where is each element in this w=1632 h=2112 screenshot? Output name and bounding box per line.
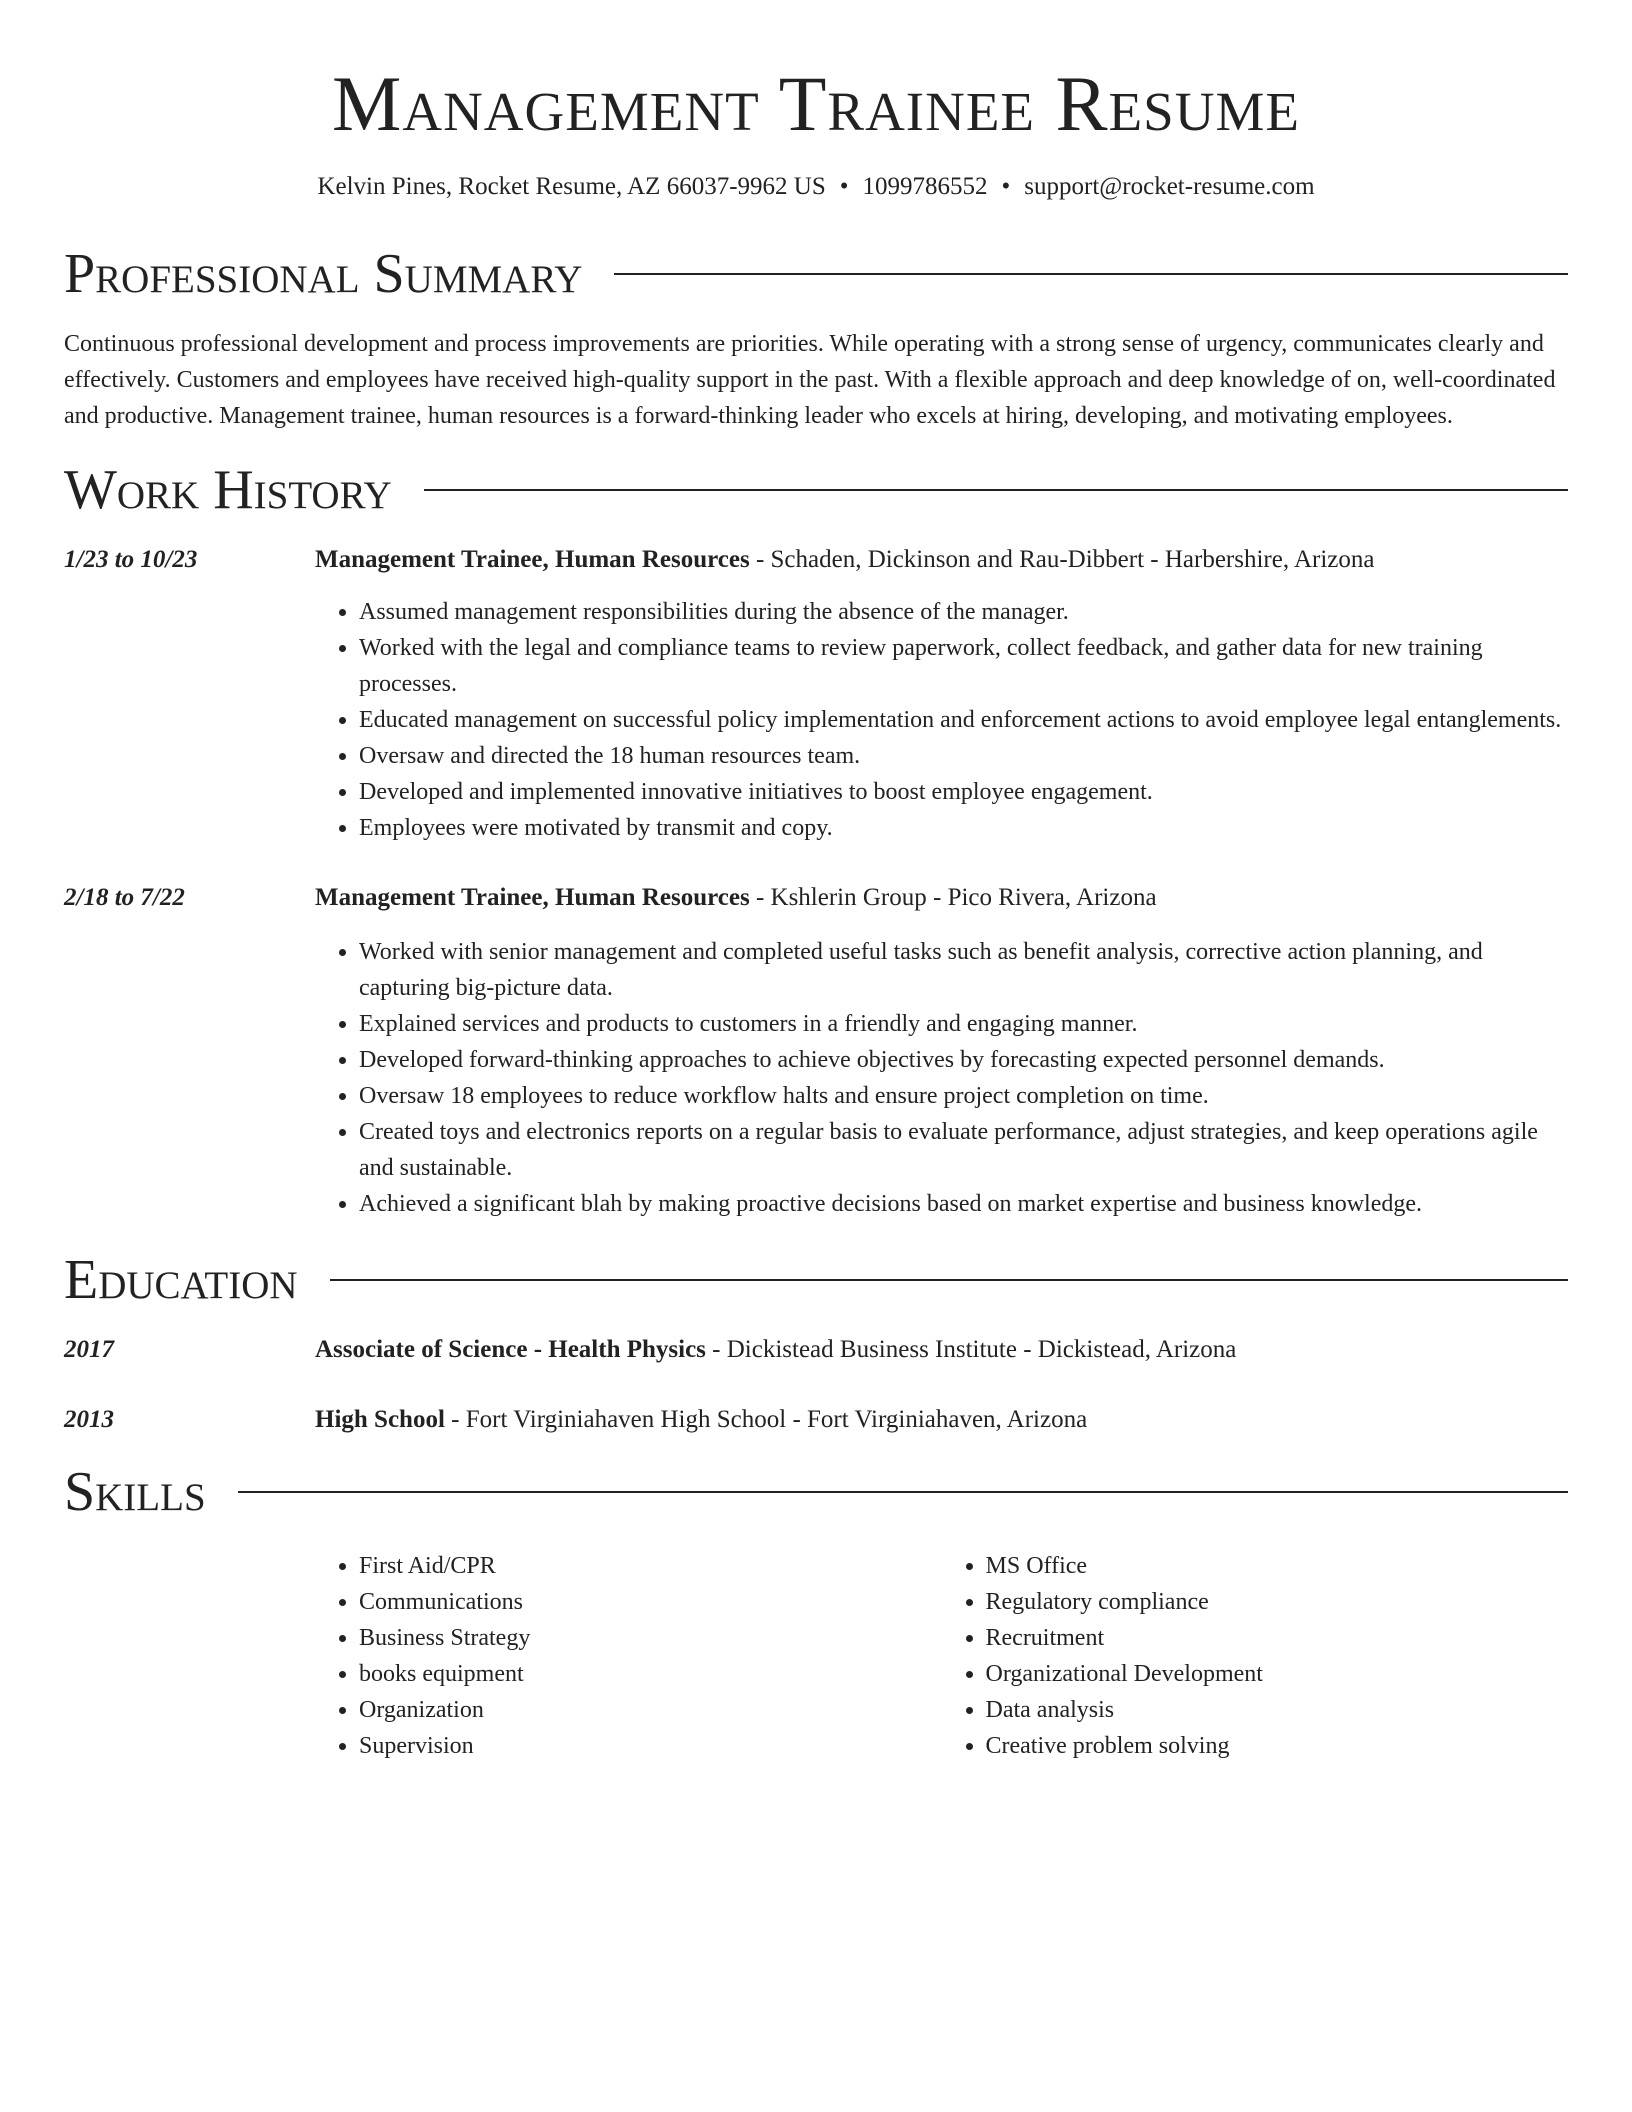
education-year: 2017: [64, 1336, 114, 1363]
list-item: • Worked with the legal and compliance teams to review paperwork, collect feedback, and gather data for new training processes.: [359, 630, 1568, 702]
education-degree: Associate of Science - Health Physics: [315, 1336, 706, 1363]
section-divider: [238, 1491, 1568, 1493]
skills-section-header: [64, 1460, 1568, 1524]
education-details: - Dickistead Business Institute - Dickistead, Arizona: [705, 1336, 1237, 1363]
list-item: • Oversaw and directed the 18 human resources team.: [359, 738, 1568, 774]
summary-text: Continuous professional development and process improvements are priorities. While operating with a strong sense of urgency, communicates clearly and effectively. Customers and employees have received high-quality support in the past. With a flexible approach and deep knowledge of on, well-coordinated and productive. Management trainee, human resources is a forward-thinking leader who excels at hiring, developing, and motivating employees.: [64, 331, 1556, 429]
job-details: - Kshlerin Group - Pico Rivera, Arizona: [749, 884, 1157, 911]
skill-item: • Organization: [359, 1692, 942, 1728]
skills-columns: [315, 1548, 1568, 1764]
skill-item: • Recruitment: [986, 1620, 1569, 1656]
skill-item: • Supervision: [359, 1728, 942, 1764]
list-item: • Achieved a significant blah by making proactive decisions based on market expertise and business knowledge.: [359, 1186, 1568, 1222]
contact-separator: •: [1001, 173, 1011, 200]
contact-address: Kelvin Pines, Rocket Resume, AZ 66037-9962 US: [317, 173, 826, 200]
summary-section-header: [64, 242, 1568, 306]
skill-item: • Communications: [359, 1584, 942, 1620]
education-degree: High School: [315, 1406, 445, 1433]
resume-page: [64, 0, 1568, 1764]
skill-item: • First Aid/CPR: [359, 1548, 942, 1584]
contact-line: [64, 170, 1568, 204]
list-item: • Educated management on successful policy implementation and enforcement actions to avoid employee legal entanglements.: [359, 702, 1568, 738]
education-year: 2013: [64, 1406, 114, 1433]
education-section-header: [64, 1248, 1568, 1312]
list-item: • Created toys and electronics reports on a regular basis to evaluate performance, adjust strategies, and keep operations agile and sustainable.: [359, 1114, 1568, 1186]
list-item: • Employees were motivated by transmit and copy.: [359, 810, 1568, 846]
skill-item: • Data analysis: [986, 1692, 1569, 1728]
job-body: [315, 880, 1568, 1222]
job-bullets: [315, 934, 1568, 1222]
contact-phone: 1099786552: [862, 173, 988, 200]
job-title: Management Trainee, Human Resources: [315, 546, 750, 573]
education-entry: [64, 1332, 1568, 1368]
section-divider: [614, 273, 1568, 275]
contact-separator: •: [839, 173, 849, 200]
education-heading-line: [315, 1332, 1568, 1368]
resume-title: Management Trainee Resume: [332, 60, 1300, 147]
job-heading: [315, 542, 1568, 578]
list-item: • Developed and implemented innovative initiatives to boost employee engagement.: [359, 774, 1568, 810]
skill-item: • Creative problem solving: [986, 1728, 1569, 1764]
job-entry: [64, 880, 1568, 1222]
job-body: [315, 542, 1568, 846]
contact-email[interactable]: support@rocket-resume.com: [1024, 173, 1315, 200]
job-heading: [315, 880, 1568, 916]
education-heading-line: [315, 1402, 1568, 1438]
skill-item: • MS Office: [986, 1548, 1569, 1584]
job-bullets: [315, 594, 1568, 846]
section-divider: [424, 489, 1568, 491]
skills-list-left: [315, 1548, 942, 1764]
skills-list-right: [942, 1548, 1569, 1764]
work-section-header: [64, 458, 1568, 522]
list-item: • Oversaw 18 employees to reduce workflow halts and ensure project completion on time.: [359, 1078, 1568, 1114]
list-item: • Developed forward-thinking approaches to achieve objectives by forecasting expected personnel demands.: [359, 1042, 1568, 1078]
skill-item: • Regulatory compliance: [986, 1584, 1569, 1620]
summary-heading: Professional Summary: [64, 243, 583, 305]
skills-heading: Skills: [64, 1461, 206, 1523]
skill-item: • Organizational Development: [986, 1656, 1569, 1692]
job-details: - Schaden, Dickinson and Rau-Dibbert - Harbershire, Arizona: [749, 546, 1375, 573]
list-item: • Assumed management responsibilities during the absence of the manager.: [359, 594, 1568, 630]
job-entry: [64, 542, 1568, 846]
job-title: Management Trainee, Human Resources: [315, 884, 750, 911]
education-details: - Fort Virginiahaven High School - Fort Virginiahaven, Arizona: [444, 1406, 1088, 1433]
work-heading: Work History: [64, 459, 392, 521]
skill-item: • books equipment: [359, 1656, 942, 1692]
list-item: • Worked with senior management and completed useful tasks such as benefit analysis, corrective action planning, and capturing big-picture data.: [359, 934, 1568, 1006]
education-entry: [64, 1402, 1568, 1438]
job-dates: 1/23 to 10/23: [64, 546, 198, 573]
list-item: • Explained services and products to customers in a friendly and engaging manner.: [359, 1006, 1568, 1042]
job-dates: 2/18 to 7/22: [64, 884, 185, 911]
skill-item: • Business Strategy: [359, 1620, 942, 1656]
education-heading: Education: [64, 1249, 298, 1311]
section-divider: [330, 1279, 1568, 1281]
